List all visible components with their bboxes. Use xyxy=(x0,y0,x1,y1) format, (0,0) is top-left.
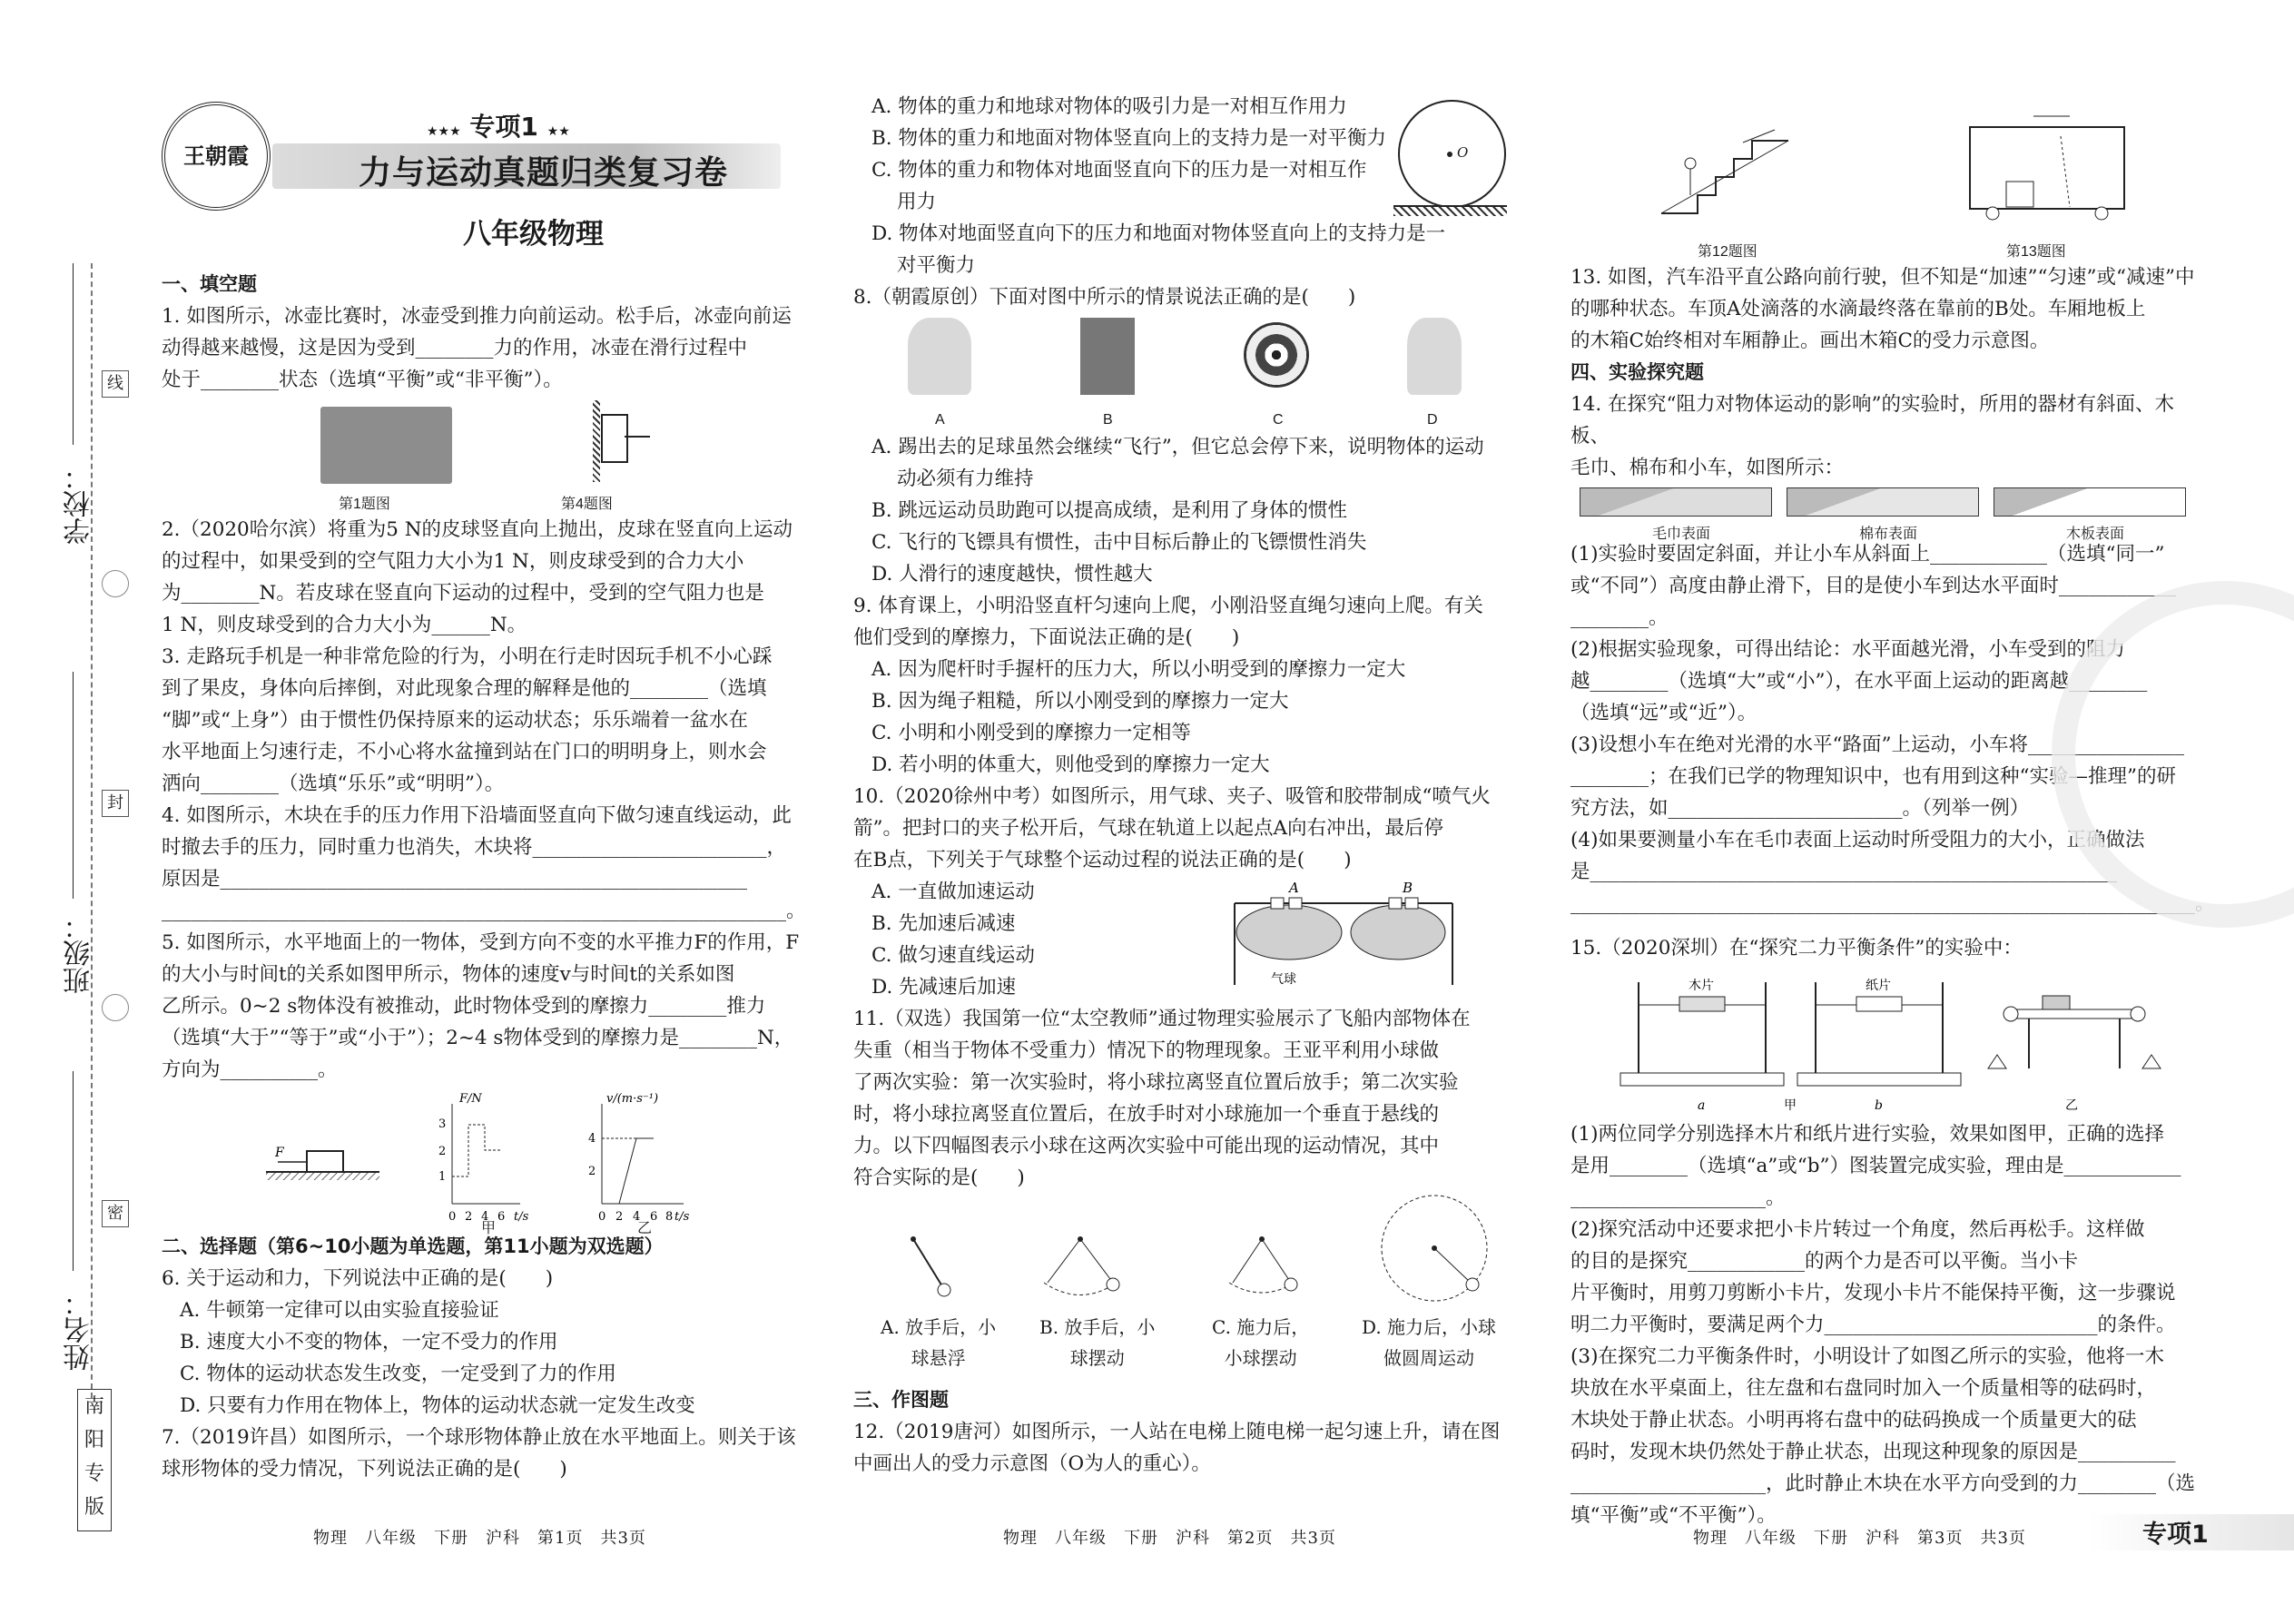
svg-text:木片: 木片 xyxy=(1689,979,1714,993)
section-fill-blank: 一、填空题 xyxy=(162,273,257,295)
fig4-caption: 第4题图 xyxy=(561,497,613,512)
question-13: 13. 如图，汽车沿平直公路向前行驶，但不知是“加速”“匀速”或“减速”中 的哪种状态。车顶A处滴落的水滴最终落在靠前的B处。车厢地板上 的木箱C始终相对车厢静止。画出木箱C的受力示意图。 xyxy=(1570,266,2195,352)
jia-axis-y: F/N xyxy=(459,1092,482,1106)
q11-figures xyxy=(853,1194,1507,1384)
section-experiment: 四、实验探究题 xyxy=(1570,361,1704,383)
svg-text:2: 2 xyxy=(615,1210,624,1224)
cloth-surface xyxy=(1787,487,1979,517)
runner-photo xyxy=(1080,318,1135,395)
question-7: 7.（2019许昌）如图所示，一个球形物体静止放在水平地面上。则关于该 球形物体的受力情况，下列说法正确的是( ) xyxy=(162,1426,796,1481)
question-1: 1. 如图所示，冰壶比赛时，冰壶受到推力向前运动。松手后，冰壶向前运 动得越来越慢，这是因为受到________力的作用，冰壶在滑行过程中 处于________状态（选填“平衡”或“非平衡”）。 xyxy=(162,305,792,391)
question-10: 10.（2020徐州中考）如图所示，用气球、夹子、吸管和胶带制成“喷气火 箭”。把封口的夹子松开后，气球在轨道上以起点A向右冲出，最后停 在B点，下列关于气球整个运动过程的说法正确的是( ) A. 一直做加速运动 B. 先加速后减速 C. 做匀速直线运动 D. 先减速后加速 A B 气球 xyxy=(853,785,1491,999)
fig8-a: A xyxy=(935,412,945,428)
jia-axis-x: t/s xyxy=(514,1210,529,1224)
section-choice: 二、选择题（第6~10小题为单选题，第11小题为双选题） xyxy=(162,1235,664,1257)
footer-page-1: 物理 八年级 下册 沪科 第1页 共3页 xyxy=(313,1529,646,1548)
escalator-figure xyxy=(1652,123,1825,222)
svg-text:2: 2 xyxy=(465,1210,473,1224)
yi-axis-x: t/s xyxy=(674,1210,690,1224)
fig11-a-label: A. 放手后，小 球悬浮 xyxy=(881,1316,997,1369)
column-1 xyxy=(162,269,815,1485)
curling-photo xyxy=(320,407,452,484)
q14-figure: 毛巾表面 棉布表面 木板表面 xyxy=(1570,484,2197,538)
fig11-d-label: D. 施力后，小球 做圆周运动 xyxy=(1362,1316,1497,1369)
name-field[interactable] xyxy=(73,1071,74,1271)
class-label: 班级： xyxy=(64,912,95,994)
line-mark: 线 xyxy=(102,370,129,398)
question-4: 4. 如图所示，木块在手的压力作用下沿墙面竖直向下做匀速直线运动，此 时撤去手的压力，同时重力也消失，木块将________________________， 原因是______________________________________________________ ________________________________________________________________。 xyxy=(162,804,806,922)
question-14-parts: (1)实验时要固定斜面，并让小车从斜面上____________（选填“同一” 或“不同”）高度由静止滑下，目的是使小车到达水平面时____________ ________。 (2)根据实验现象，可得出结论：水平面越光滑，小车受到的阻力 越________（选填“大”或“小”），在水平面上运动的距离越________ （选填“远”或“近”）。 (3)设想小车在绝对光滑的水平“路面”上运动，小车将________________ ________；在我们已学的物理知识中，也有用到这种“实验—推理”的研 究方法，如________________________。（列举一例） (4)如果要测量小车在毛巾表面上运动时所受阻力的大小，正确做法 是______________________________________________________ ________________________________________________________________。 xyxy=(1570,543,2215,915)
svg-text:8: 8 xyxy=(665,1210,674,1224)
left-margin xyxy=(0,0,145,1624)
sphere-figure: O xyxy=(1398,100,1506,208)
footer-page-3: 物理 八年级 下册 沪科 第3页 共3页 xyxy=(1693,1529,2026,1548)
svg-text:4: 4 xyxy=(633,1210,641,1224)
secret-mark: 密 xyxy=(102,1200,129,1227)
page-title: 力与运动真题归类复习卷 xyxy=(359,154,729,192)
fig11-c-label: C. 施力后， 小球摆动 xyxy=(1212,1316,1310,1369)
class-field[interactable] xyxy=(73,672,74,899)
svg-text:4: 4 xyxy=(481,1210,489,1224)
page-subtitle: 八年级物理 xyxy=(463,218,604,251)
question-6: 6. 关于运动和力，下列说法中正确的是( ) A. 牛顿第一定律可以由实验直接验证 B. 速度大小不变的物体，一定不受力的作用 C. 物体的运动状态发生改变，一定受到了力的作用 D. 只要有力作用在物体上，物体的运动状态就一定发生改变 xyxy=(162,1267,695,1417)
fig5-jia: 甲 xyxy=(481,1221,497,1236)
balloon-figure xyxy=(1216,867,1471,994)
svg-text:乙: 乙 xyxy=(2065,1098,2078,1113)
towel-surface xyxy=(1580,487,1772,517)
column-2 xyxy=(853,91,1507,1480)
q15-svg xyxy=(1570,964,2197,1118)
fig8-d: D xyxy=(1427,412,1438,428)
wall-block-figure xyxy=(588,396,652,487)
corner-label: 专项1 xyxy=(2088,1514,2294,1550)
fig11-b-label: B. 放手后，小 球摆动 xyxy=(1039,1316,1156,1369)
fig8-b: B xyxy=(1103,412,1113,428)
svg-text:6: 6 xyxy=(497,1210,506,1224)
dartboard-figure xyxy=(1244,322,1309,388)
svg-text:0: 0 xyxy=(448,1210,457,1224)
fig12-13 xyxy=(1570,91,2197,261)
svg-text:4: 4 xyxy=(588,1132,596,1146)
q15-figure xyxy=(1570,964,2197,1118)
football-figure xyxy=(908,318,971,395)
point-a: A xyxy=(1289,880,1299,896)
fig1-caption: 第1题图 xyxy=(339,497,390,512)
board-surface xyxy=(1994,487,2186,517)
name-label: 姓名： xyxy=(64,1289,95,1371)
q8-figures xyxy=(853,313,1507,431)
svg-text:甲: 甲 xyxy=(1784,1098,1797,1113)
balloon-label: 气球 xyxy=(1271,972,1296,987)
svg-text:a: a xyxy=(1698,1098,1706,1113)
figure-5 xyxy=(162,1086,815,1236)
question-8: 8.（朝霞原创）下面对图中所示的情景说法正确的是( ) xyxy=(853,286,1356,309)
question-5: 5. 如图所示，水平地面上的一物体，受到方向不变的水平推力F的作用，F 的大小与时间t的关系如图甲所示，物体的速度v与时间t的关系如图 乙所示。0~2 s物体没有被推动，此时物体受到的摩擦力________推力 （选填“大于”“等于”或“小于”）；2~4 s物体受到的摩擦力是________N， 方向为__________。 xyxy=(162,931,800,1081)
special-label: ★★★ 专项1 ★★ xyxy=(427,112,570,142)
fig8-c: C xyxy=(1273,412,1284,428)
q11-svg xyxy=(853,1194,1507,1307)
fig5-svg xyxy=(162,1086,815,1231)
question-3: 3. 走路玩手机是一种非常危险的行为，小明在行走时因玩手机不小心踩 到了果皮，身体向后摔倒，对此现象合理的解释是他的________（选填 “脚”或“上身”）由于惯性仍保持原来的运动状态；乐乐端着一盆水在 水平地面上匀速行走，不小心将水盆撞到站在门口的明明身上，则水会 洒向________（选填“乐乐”或“明明”）。 xyxy=(162,645,773,795)
svg-text:b: b xyxy=(1875,1098,1883,1113)
footer-page-2: 物理 八年级 下册 沪科 第2页 共3页 xyxy=(1003,1529,1336,1548)
skater-figure xyxy=(1407,318,1462,395)
school-field[interactable] xyxy=(73,263,74,445)
svg-text:6: 6 xyxy=(650,1210,658,1224)
question-12: 12.（2019唐河）如图所示，一人站在电梯上随电梯一起匀速上升，请在图 中画出人的受力示意图（O为人的重心）。 xyxy=(853,1421,1501,1475)
question-15: 15.（2020深圳）在“探究二力平衡条件”的实验中： xyxy=(1570,937,2023,960)
seal-mark: 封 xyxy=(102,790,129,817)
section-drawing: 三、作图题 xyxy=(853,1389,949,1411)
truck-figure xyxy=(1952,109,2133,227)
school-label: 学校： xyxy=(64,463,95,545)
logo: 王朝霞 xyxy=(162,102,271,211)
fig12-caption: 第12题图 xyxy=(1698,244,1757,260)
question-9: 9. 体育课上，小明沿竖直杆匀速向上爬，小刚沿竖直绳匀速向上爬。有关 他们受到的摩擦力，下面说法正确的是( ) A. 因为爬杆时手握杆的压力大，所以小明受到的摩擦力一定大 B. 因为绳子粗糙，所以小刚受到的摩擦力一定大 C. 小明和小刚受到的摩擦力一定相等 D. 若小明的体重大，则他受到的摩擦力一定大 xyxy=(853,595,1483,776)
svg-text:0: 0 xyxy=(598,1210,606,1224)
edition-box: 南 阳 专 版 xyxy=(77,1389,112,1531)
figure-1-4 xyxy=(162,396,815,514)
question-11: 11.（双选）我国第一位“太空教师”通过物理实验展示了飞船内部物体在 失重（相当于物体不受重力）情况下的物理现象。王亚平利用小球做 了两次实验：第一次实验时，将小球拉离竖直位置后放手；第二次实验 时，将小球拉离竖直位置后，在放手时对小球施加一个垂直于悬线的 力。以下四幅图表示小球在这两次实验中可能出现的运动情况，其中 符合实际的是( ) xyxy=(853,1008,1471,1189)
question-15-parts: (1)两位同学分别选择木片和纸片进行实验，效果如图甲，正确的选择 是用________（选填“a”或“b”）图装置完成实验，理由是____________ ____________________。 (2)探究活动中还要求把小卡片转过一个角度，然后再松手。这样做 的目的是探究____________的两个力是否可以平衡。当小卡 片平衡时，用剪刀剪断小卡片，发现小卡片不能保持平衡，这一步骤说 明二力平衡时，要满足两个力____________________________的条件。 (3)在探究二力平衡条件时，小明设计了如图乙所示的实验，他将一木 块放在水平桌面上，往左盘和右盘同时加入一个质量相等的砝码时， 木块处于静止状态。小明再将右盘中的砝码换成一个质量更大的砝 码时，发现木块仍然处于静止状态，出现这种现象的原因是__________ ____________________，此时静止木块在水平方向受到的力________（选 填“平衡”或“不平衡”）。 xyxy=(1570,1123,2196,1527)
svg-text:2: 2 xyxy=(588,1165,596,1178)
question-2: 2.（2020哈尔滨）将重为5 N的皮球竖直向上抛出，皮球在竖直向上运动 的过程中，如果受到的空气阻力大小为1 N，则皮球受到的合力大小 为________N。若皮球在竖直向下运动的过程中，受到的空气阻力也是 1 N，则皮球受到的合力大小为______N。 xyxy=(162,518,793,636)
question-8-options: A. 踢出去的足球虽然会继续“飞行”，但它总会停下来，说明物体的运动 动必须有力维持 B. 跳远运动员助跑可以提高成绩，是利用了身体的惯性 C. 飞行的飞镖具有惯性，击中目标后静止的飞镖惯性消失 D. 人滑行的速度越快，惯性越大 xyxy=(871,436,1484,586)
force-label: F xyxy=(275,1146,284,1160)
svg-text:纸片: 纸片 xyxy=(1866,979,1891,993)
question-7-options: A. 物体的重力和地球对物体的吸引力是一对相互作用力 B. 物体的重力和地面对物体竖直向上的支持力是一对平衡力 C. 物体的重力和物体对地面竖直向下的压力是一对相互作 用力 D. 物体对地面竖直向下的压力和地面对物体竖直向上的支持力是一 对平衡力 xyxy=(871,95,1446,277)
point-b: B xyxy=(1403,880,1413,896)
fig5-yi: 乙 xyxy=(637,1221,653,1236)
fig13-caption: 第13题图 xyxy=(2006,244,2066,260)
yi-axis-y: v/(m·s⁻¹) xyxy=(606,1092,659,1106)
jia-ytick-2: 2 xyxy=(438,1145,447,1158)
jia-ytick-1: 1 xyxy=(438,1170,447,1184)
question-14: 14. 在探究“阻力对物体运动的影响”的实验时，所用的器材有斜面、木板、 毛巾、棉布和小车，如图所示： xyxy=(1570,393,2175,479)
jia-ytick-3: 3 xyxy=(438,1117,447,1131)
